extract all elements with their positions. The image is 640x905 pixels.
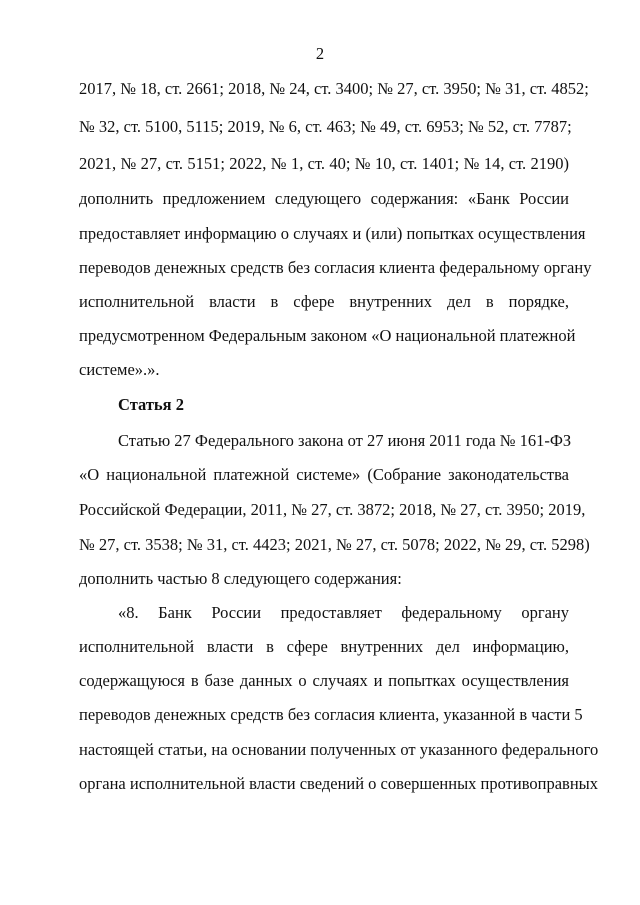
paragraph-line: настоящей статьи, на основании полученных от указанного федерального xyxy=(79,740,599,759)
paragraph-line: 2021, № 27, ст. 5151; 2022, № 1, ст. 40; № 10, ст. 1401; № 14, ст. 2190) xyxy=(79,154,569,173)
paragraph-line: № 27, ст. 3538; № 31, ст. 4423; 2021, № 27, ст. 5078; 2022, № 29, ст. 5298) xyxy=(79,535,590,554)
paragraph-line: Российской Федерации, 2011, № 27, ст. 3872; 2018, № 27, ст. 3950; 2019, xyxy=(79,500,586,519)
paragraph-line: органа исполнительной власти сведений о совершенных противоправных xyxy=(79,774,598,793)
page-number: 2 xyxy=(315,44,325,63)
paragraph-line: содержащуюся в базе данных о случаях и попытках осуществления xyxy=(79,671,569,690)
paragraph-line: предусмотренном Федеральным законом «О национальной платежной xyxy=(79,326,576,345)
paragraph-line: «8. Банк России предоставляет федеральному органу xyxy=(118,603,569,622)
paragraph-line: переводов денежных средств без согласия клиента федеральному органу xyxy=(79,258,592,277)
article-heading: Статья 2 xyxy=(118,395,184,414)
paragraph-line: Статью 27 Федерального закона от 27 июня 2011 года № 161-ФЗ xyxy=(118,431,572,450)
paragraph-line: исполнительной власти в сфере внутренних дел информацию, xyxy=(79,637,569,656)
paragraph-line: № 32, ст. 5100, 5115; 2019, № 6, ст. 463; № 49, ст. 6953; № 52, ст. 7787; xyxy=(79,117,572,136)
paragraph-line: предоставляет информацию о случаях и (или) попытках осуществления xyxy=(79,224,586,243)
paragraph-line: 2017, № 18, ст. 2661; 2018, № 24, ст. 3400; № 27, ст. 3950; № 31, ст. 4852; xyxy=(79,79,589,98)
paragraph-line: переводов денежных средств без согласия клиента, указанной в части 5 xyxy=(79,705,583,724)
paragraph-line: дополнить частью 8 следующего содержания: xyxy=(79,569,402,588)
paragraph-line: «О национальной платежной системе» (Собрание законодательства xyxy=(79,465,569,484)
paragraph-line: системе».». xyxy=(79,360,160,379)
paragraph-line: дополнить предложением следующего содержания: «Банк России xyxy=(79,189,569,208)
paragraph-line: исполнительной власти в сфере внутренних дел в порядке, xyxy=(79,292,569,311)
